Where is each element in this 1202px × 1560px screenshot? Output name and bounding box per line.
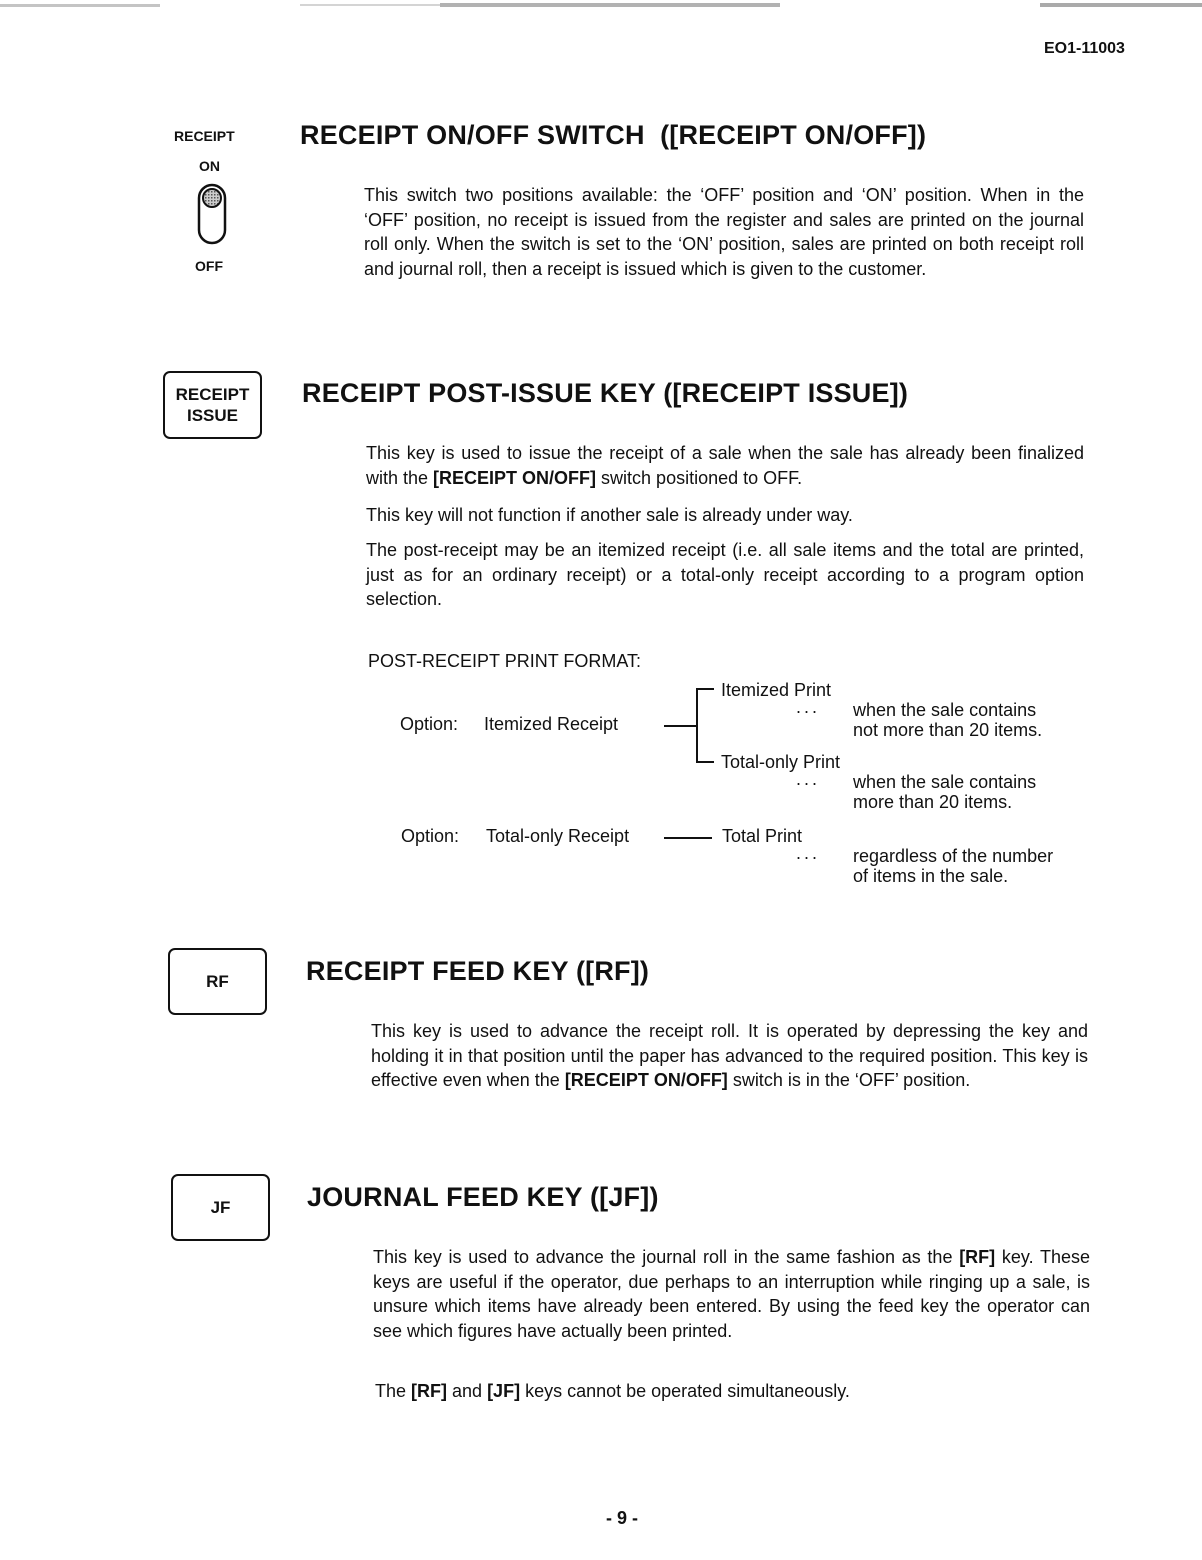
heading-receipt-switch: RECEIPT ON/OFF SWITCH ([RECEIPT ON/OFF]) [300, 120, 927, 150]
journal-feed-paragraph-2: The [RF] and [JF] keys cannot be operated simultaneously. [375, 1381, 850, 1401]
receipt-issue-key-icon [163, 371, 262, 439]
branch-connector-top [696, 688, 714, 690]
journal-feed-paragraph-1: This key is used to advance the journal roll in the same fashion as the [RF] key. These keys are useful if the operator, due perhaps to an interruption while ringing up a sale, is unsure which items have already been entered. By using the feed key the operator can see which figures have actually been printed. [373, 1247, 1091, 1341]
receipt-feed-paragraph: This key is used to advance the receipt roll. It is operated by depressing the key and holding it in that position until the paper has advanced to the required position. This key is effective even when the [RECEIPT ON/OFF] switch is in the ‘OFF’ position. [371, 1021, 1088, 1090]
document-code: EO1-11003 [1044, 40, 1125, 57]
receipt-issue-paragraph-1: This key is used to issue the receipt of a sale when the sale has already been finalized with the [RECEIPT ON/OFF] switch positioned to OFF. [366, 443, 1084, 488]
rf-key-icon [168, 948, 267, 1015]
result-totalonly-dots: ... [796, 769, 821, 789]
receipt-issue-key-line2: ISSUE [186, 406, 239, 425]
result-total-cond-2: of items in the sale. [853, 866, 1009, 886]
result-itemized-print: Itemized Print [721, 680, 832, 700]
bold-key-ref: [RECEIPT ON/OFF] [564, 1070, 728, 1090]
branch-connector-vertical [696, 688, 698, 763]
result-totalonly-print: Total-only Print [721, 752, 841, 772]
result-total-cond-1: regardless of the number [853, 846, 1054, 866]
branch-connector-bottom [696, 761, 714, 763]
bold-key-ref: [RF] [411, 1381, 448, 1401]
jf-key-icon [171, 1174, 270, 1241]
option-name-itemized: Itemized Receipt [484, 714, 619, 734]
jf-key-label: JF [210, 1198, 231, 1217]
result-itemized-cond-1: when the sale contains [853, 700, 1037, 720]
print-format-title: POST-RECEIPT PRINT FORMAT: [368, 651, 642, 671]
receipt-switch-description: This switch two positions available: the ‘OFF’ position and ‘ON’ position. When in the ‘OFF’ position, no receipt is issued from the register and sales are printed on the journal roll only. When the switch is set to the ‘ON’ position, sales are printed on both receipt roll and journal roll, then a receipt is issued which is given to the customer. [364, 185, 1084, 279]
total-print-connector [664, 837, 712, 839]
branch-connector-stem [664, 725, 697, 727]
bold-key-ref: [RF] [959, 1247, 996, 1267]
result-total-dots: ... [796, 843, 821, 863]
option-label-2: Option: [401, 826, 460, 846]
receipt-switch-icon [170, 124, 252, 274]
switch-on-label: ON [199, 158, 220, 174]
heading-receipt-issue: RECEIPT POST-ISSUE KEY ([RECEIPT ISSUE]) [302, 378, 909, 408]
page-number: - 9 - [606, 1508, 639, 1528]
result-totalonly-cond-2: more than 20 items. [853, 792, 1013, 812]
result-total-print: Total Print [722, 826, 803, 846]
rf-key-label: RF [206, 972, 229, 991]
switch-receipt-label: RECEIPT [174, 128, 235, 144]
result-totalonly-cond-1: when the sale contains [853, 772, 1037, 792]
option-name-totalonly: Total-only Receipt [486, 826, 630, 846]
receipt-issue-paragraph-3: The post-receipt may be an itemized receipt (i.e. all sale items and the total are printed, just as for an ordinary receipt) or a total-only receipt according to a program option selection. [366, 540, 1084, 609]
receipt-issue-paragraph-2: This key will not function if another sale is already under way. [366, 505, 853, 525]
toggle-switch-graphic [196, 182, 228, 246]
heading-receipt-feed: RECEIPT FEED KEY ([RF]) [306, 956, 650, 986]
heading-journal-feed: JOURNAL FEED KEY ([JF]) [307, 1182, 659, 1212]
scan-noise [0, 0, 1202, 14]
result-itemized-dots: ... [796, 697, 821, 717]
bold-key-ref: [RECEIPT ON/OFF] [433, 467, 597, 488]
result-itemized-cond-2: not more than 20 items. [853, 720, 1043, 740]
switch-off-label: OFF [195, 258, 223, 274]
receipt-issue-key-line1: RECEIPT [175, 385, 250, 404]
option-label-1: Option: [400, 714, 459, 734]
bold-key-ref: [JF] [487, 1381, 521, 1401]
